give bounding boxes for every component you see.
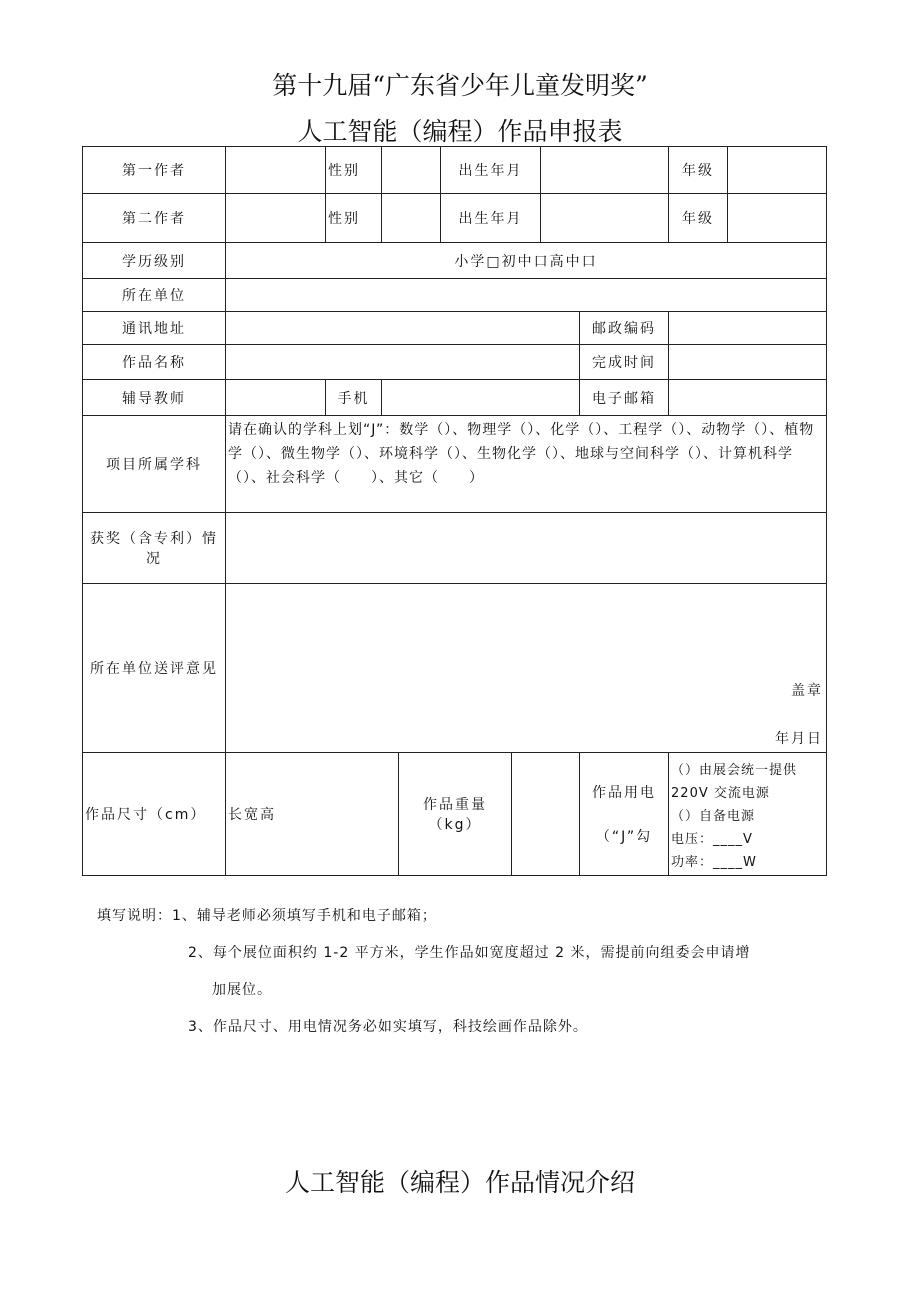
- note-1: 填写说明：1、辅导老师必须填写手机和电子邮箱；: [97, 908, 437, 924]
- subject-label: 项目所属学科: [83, 416, 226, 513]
- education-options[interactable]: 小学□初中口高中口: [226, 243, 827, 279]
- awards-label: 获奖（含专利）情况: [83, 513, 226, 584]
- second-grade-field[interactable]: [728, 194, 827, 243]
- tutor-field[interactable]: [226, 380, 326, 416]
- first-author-label: 第一作者: [83, 147, 226, 194]
- note-3: 3、作品尺寸、用电情况务必如实填写，科技绘画作品除外。: [188, 1019, 588, 1035]
- postcode-field[interactable]: [669, 312, 827, 345]
- completion-time-label: 完成时间: [580, 345, 669, 380]
- subject-options[interactable]: 请在确认的学科上划“J”：数学（）、物理学（）、化学（）、工程学（）、动物学（）、植物学（）、微生物学（）、环境科学（）、生物化学（）、地球与空间科学（）、计算机科学（）、社会科学（ ）、其它（ ）: [226, 416, 827, 513]
- email-label: 电子邮箱: [580, 380, 669, 416]
- form-title-line1: 第十九届“广东省少年儿童发明奖”: [272, 71, 648, 100]
- form-title-line2: 人工智能（编程）作品申报表: [297, 117, 623, 146]
- first-birth-label: 出生年月: [441, 147, 541, 194]
- second-birth-label: 出生年月: [441, 194, 541, 243]
- second-gender-field[interactable]: [382, 194, 441, 243]
- first-grade-label: 年级: [669, 147, 728, 194]
- date-text: 年月日: [775, 731, 824, 747]
- tutor-label: 辅导教师: [83, 380, 226, 416]
- size-field[interactable]: 长宽高: [226, 753, 399, 876]
- first-gender-label: 性别: [326, 147, 382, 194]
- first-birth-field[interactable]: [541, 147, 669, 194]
- first-grade-field[interactable]: [728, 147, 827, 194]
- power-label-line1: 作品用电: [592, 785, 657, 801]
- opinion-field[interactable]: [226, 584, 827, 753]
- completion-time-field[interactable]: [669, 345, 827, 380]
- organization-label: 所在单位: [83, 279, 226, 312]
- education-level-label: 学历级别: [83, 243, 226, 279]
- weight-label: 作品重量（kg）: [399, 753, 512, 876]
- organization-field[interactable]: [226, 279, 827, 312]
- postcode-label: 邮政编码: [580, 312, 669, 345]
- second-author-field[interactable]: [226, 194, 326, 243]
- voltage-field[interactable]: 电压：____V: [671, 832, 753, 847]
- power-label: [580, 753, 669, 876]
- mobile-label: 手机: [326, 380, 382, 416]
- note-2: 2、每个展位面积约 1-2 平方米，学生作品如宽度超过 2 米，需提前向组委会申请增: [188, 945, 751, 961]
- section-title: 人工智能（编程）作品情况介绍: [284, 1168, 635, 1197]
- work-name-field[interactable]: [226, 345, 580, 380]
- address-label: 通讯地址: [83, 312, 226, 345]
- first-gender-field[interactable]: [382, 147, 441, 194]
- work-name-label: 作品名称: [83, 345, 226, 380]
- size-label: 作品尺寸（cm）: [83, 753, 226, 876]
- second-grade-label: 年级: [669, 194, 728, 243]
- power-option-1-detail: 220V 交流电源: [671, 786, 770, 801]
- second-author-label: 第二作者: [83, 194, 226, 243]
- power-label-line2: （“J”勾: [595, 829, 653, 845]
- opinion-label: 所在单位送评意见: [83, 584, 226, 753]
- awards-field[interactable]: [226, 513, 827, 584]
- mobile-field[interactable]: [382, 380, 580, 416]
- seal-text: 盖章: [791, 683, 824, 699]
- first-author-field[interactable]: [226, 147, 326, 194]
- power-options[interactable]: [669, 753, 827, 876]
- power-option-1[interactable]: （）由展会统一提供: [671, 763, 798, 778]
- power-option-2[interactable]: （）自备电源: [671, 809, 756, 824]
- weight-field[interactable]: [512, 753, 580, 876]
- address-field[interactable]: [226, 312, 580, 345]
- second-birth-field[interactable]: [541, 194, 669, 243]
- note-2-continued: 加展位。: [212, 982, 272, 998]
- wattage-field[interactable]: 功率：____W: [671, 855, 757, 870]
- application-table: [82, 146, 827, 876]
- email-field[interactable]: [669, 380, 827, 416]
- second-gender-label: 性别: [326, 194, 382, 243]
